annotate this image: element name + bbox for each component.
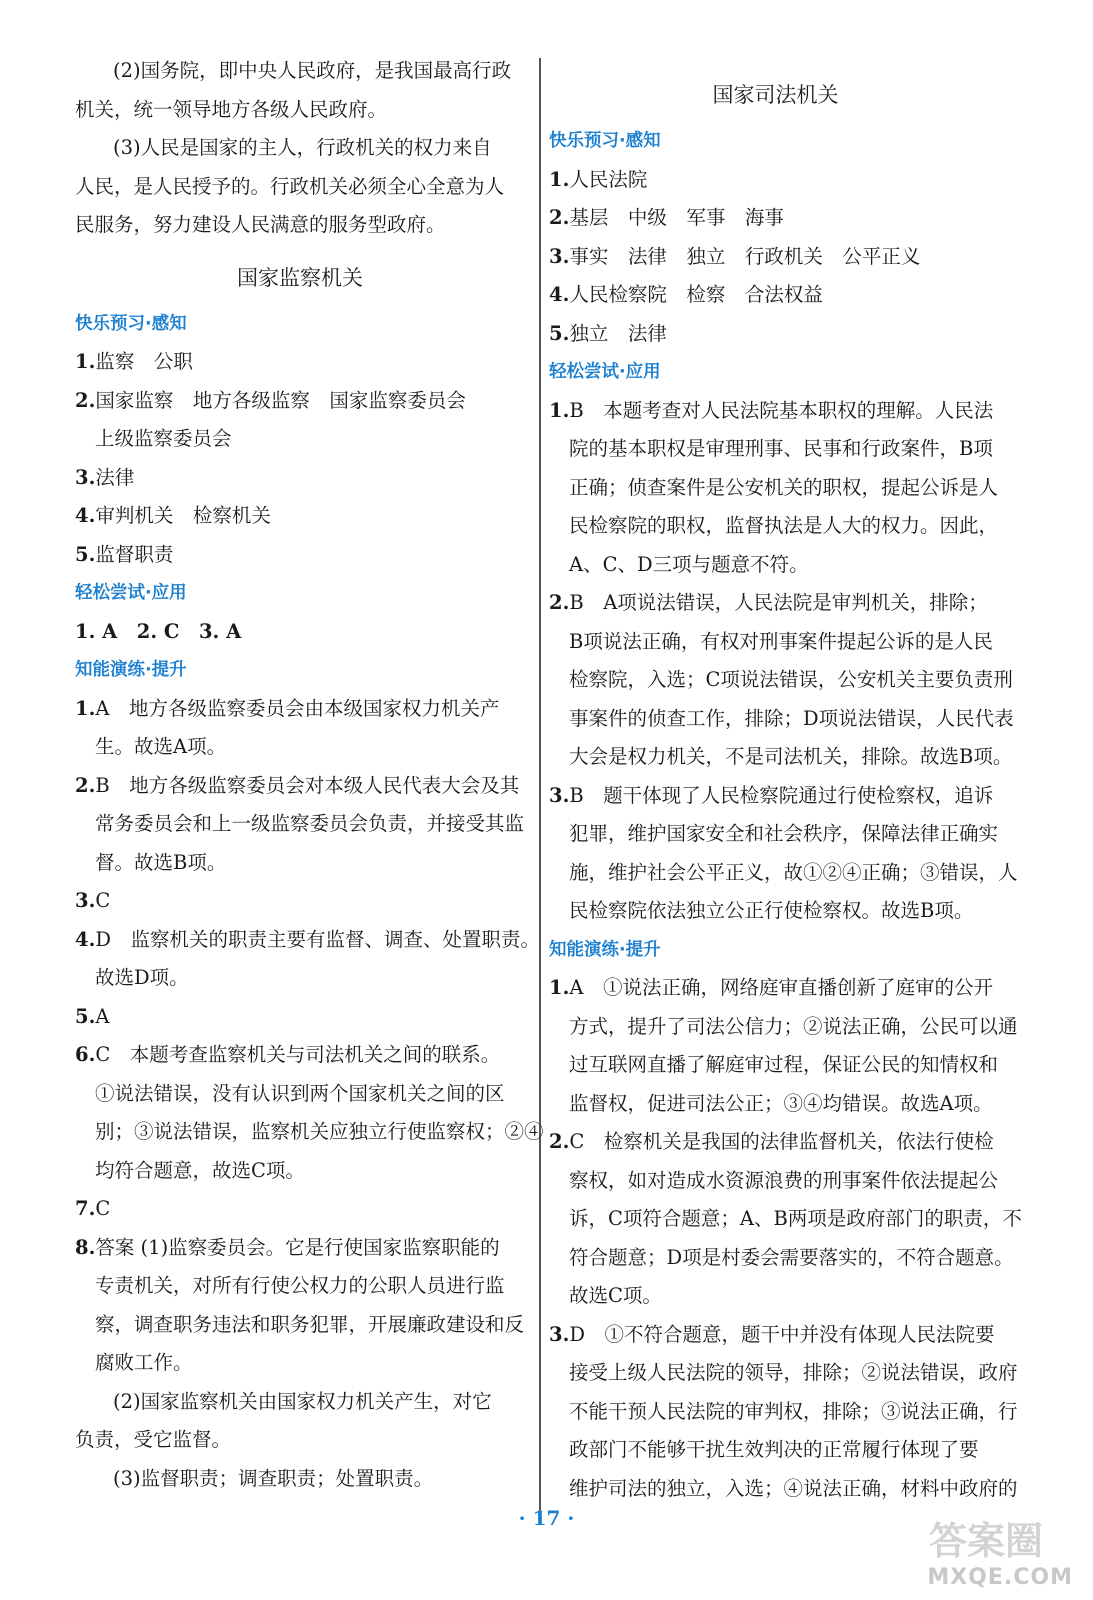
item-text: A (95, 1004, 110, 1028)
item-number: 1. (549, 976, 570, 999)
list-item-continuation (549, 1046, 1002, 1085)
list-item-continuation (75, 1113, 544, 1152)
list-item-continuation (549, 1431, 1002, 1470)
item-number: 5. (549, 321, 570, 345)
list-item (549, 315, 1002, 354)
list-item (549, 392, 1002, 431)
item-text: C (95, 889, 111, 912)
item-number: 5. (75, 1004, 96, 1028)
item-text: A ①说法正确，网络庭审直播创新了庭审的公开 (569, 976, 993, 999)
list-item-continuation (549, 1200, 1022, 1239)
list-item (75, 882, 525, 921)
list-item (549, 238, 1002, 277)
right-practice-list (549, 969, 1022, 1508)
item-number: 2. (549, 591, 570, 614)
list-item (75, 497, 525, 536)
item-text: 检察院，入选；C项说法错误，公安机关主要负责刑 (569, 668, 1013, 691)
left-intro-block (75, 52, 525, 245)
section-practice-left: 知能演练·提升 (75, 660, 187, 680)
list-item-continuation (75, 1306, 525, 1345)
list-item (75, 767, 525, 806)
item-text: 民检察院的职权，监督执法是人大的权力。因此， (569, 514, 999, 537)
list-item (549, 199, 1002, 238)
item-text: A、C、D三项与题意不符。 (569, 552, 809, 576)
item-text: 察，调查职务违法和职务犯罪，开展廉政建设和反 (95, 1312, 525, 1336)
list-item (75, 1036, 525, 1075)
item-text: B A项说法错误，人民法院是审判机关，排除； (569, 591, 988, 614)
list-item (75, 998, 525, 1037)
list-item (75, 459, 525, 498)
watermark-text: MXQE.COM (927, 1565, 1073, 1590)
item-text: 察权，如对造成水资源浪费的刑事案件依法提起公 (569, 1168, 999, 1192)
item-text: 腐败工作。 (95, 1351, 193, 1374)
section-preview-left: 快乐预习·感知 (75, 313, 187, 334)
item-text: 答案 (1)监察委员会。它是行使国家监察职能的 (95, 1235, 500, 1259)
section-practice-right: 知能演练·提升 (549, 939, 661, 960)
item-text: 人民检察院 检察 合法权益 (569, 283, 823, 306)
right-try-list (549, 392, 1018, 931)
item-text: B 地方各级监察委员会对本级人民代表大会及其 (95, 773, 520, 797)
item-text: 监督权，促进司法公正；③④均错误。故选A项。 (569, 1091, 993, 1115)
item-text: ①说法错误，没有认识到两个国家机关之间的区 (95, 1081, 505, 1105)
left-try-answers: 1. A 2. C 3. A (75, 619, 242, 643)
item-text: 施，维护社会公平正义，故①②④正确；③错误，人 (569, 860, 1018, 884)
item-text: 独立 法律 (569, 321, 667, 345)
list-item-continuation (549, 623, 1002, 662)
item-text: 大会是权力机关，不是司法机关，排除。故选B项。 (569, 745, 1013, 768)
item-text: 人民法院 (569, 167, 648, 191)
item-text: A 地方各级监察委员会由本级国家权力机关产 (95, 696, 500, 720)
item-text: 基层 中级 军事 海事 (569, 206, 784, 229)
item-text: D ①不符合题意，题干中并没有体现人民法院要 (569, 1322, 995, 1346)
list-item-continuation (75, 844, 525, 883)
item-text: 均符合题意，故选C项。 (95, 1158, 305, 1182)
item-text: 法律 (95, 465, 135, 489)
item-text: 国家监察 地方各级监察 国家监察委员会 (95, 388, 466, 412)
item-number: 3. (75, 465, 96, 489)
item-text: D 监察机关的职责主要有监督、调查、处置职责。 (95, 927, 540, 951)
item-text: 方式，提升了司法公信力；②说法正确，公民可以通 (569, 1014, 1018, 1038)
list-item (549, 161, 1002, 200)
item-number: 3. (549, 1322, 570, 1346)
item-text: C 本题考查监察机关与司法机关之间的联系。 (95, 1043, 501, 1066)
item-number: 2. (75, 388, 96, 412)
list-item-continuation (75, 805, 525, 844)
item-text: 专责机关，对所有行使公权力的公职人员进行监 (95, 1274, 505, 1297)
list-item-continuation (75, 1152, 525, 1191)
list-item (549, 276, 1002, 315)
text-line: (3)人民是国家的主人，行政机关的权力来自 (113, 136, 492, 159)
list-item (75, 921, 540, 960)
list-item-continuation (549, 1085, 1002, 1124)
text-line: (2)国务院，即中央人民政府，是我国最高行政 (113, 59, 512, 82)
list-item-continuation (75, 1075, 525, 1114)
list-item-continuation (75, 420, 525, 459)
item-number: 2. (549, 206, 570, 229)
text-line: 民服务，努力建设人民满意的服务型政府。 (75, 213, 446, 236)
item-number: 8. (75, 1235, 96, 1259)
item-text: 生。故选A项。 (95, 735, 227, 758)
list-item (75, 690, 525, 729)
list-item-continuation (75, 1267, 525, 1306)
list-item-continuation (75, 959, 525, 998)
title-supervision: 国家监察机关 (237, 265, 363, 290)
item-text: 监督职责 (95, 542, 174, 566)
list-item-continuation (75, 1344, 525, 1383)
list-item-continuation (549, 892, 1002, 931)
right-preview-list (549, 161, 1002, 354)
item-text: 故选C项。 (569, 1284, 662, 1307)
left-preview-list (75, 343, 525, 574)
list-item-continuation (549, 430, 1002, 469)
item-text: 故选D项。 (95, 966, 189, 989)
list-item (549, 1316, 1002, 1355)
item-text: 不能干预人民法院的审判权，排除；③说法正确，行 (569, 1399, 1018, 1423)
list-item-continuation (549, 1470, 1018, 1509)
list-item-continuation (549, 1354, 1018, 1393)
text-line: 负责，受它监督。 (75, 1428, 232, 1451)
item-number: 2. (75, 773, 96, 797)
list-item-continuation (549, 1239, 1014, 1278)
item-text: 政部门不能够干扰生效判决的正常履行体现了要 (569, 1438, 979, 1461)
item-text: 犯罪，维护国家安全和社会秩序，保障法律正确实 (569, 822, 999, 845)
item-number: 3. (549, 783, 570, 807)
item-text: 事案件的侦查工作，排除；D项说法错误，人民代表 (569, 706, 1014, 730)
item-text: 符合题意；D项是村委会需要落实的，不符合题意。 (569, 1245, 1014, 1269)
item-text: 接受上级人民法院的领导，排除；②说法错误，政府 (569, 1361, 1018, 1384)
item-number: 1. (549, 167, 570, 191)
page-number: · 17 · (518, 1506, 575, 1530)
list-item-continuation (75, 728, 525, 767)
list-item (75, 536, 525, 575)
list-item-continuation (549, 469, 1002, 508)
section-preview-right: 快乐预习·感知 (549, 131, 661, 151)
item-number: 7. (75, 1197, 96, 1220)
right-column (549, 52, 1022, 1508)
item-text: 院的基本职权是审理刑事、民事和行政案件，B项 (569, 437, 993, 460)
item-text: 事实 法律 独立 行政机关 公平正义 (569, 244, 921, 268)
list-item-continuation (549, 507, 1002, 546)
list-item (75, 382, 525, 421)
list-item (75, 1229, 525, 1268)
item-text: 上级监察委员会 (95, 427, 232, 450)
list-item (549, 1123, 1002, 1162)
item-number: 1. (75, 696, 96, 720)
item-number: 3. (549, 244, 570, 268)
item-text: 别；③说法错误，监察机关应独立行使监察权；②④ (95, 1120, 544, 1143)
item-number: 4. (75, 504, 96, 527)
list-item-continuation (549, 661, 1013, 700)
title-judicial: 国家司法机关 (712, 83, 839, 107)
list-item-continuation (549, 738, 1013, 777)
list-item (549, 584, 1002, 623)
left-practice-list (75, 690, 544, 1383)
section-try-right: 轻松尝试·应用 (549, 362, 661, 382)
section-try-left: 轻松尝试·应用 (75, 583, 187, 603)
item-text: 常务委员会和上一级监察委员会负责，并接受其监 (95, 812, 525, 835)
item-number: 1. (75, 350, 96, 373)
item-text: B 本题考查对人民法院基本职权的理解。人民法 (569, 398, 994, 422)
list-item (549, 969, 1002, 1008)
text-line: (3)监督职责；调查职责；处置职责。 (113, 1466, 434, 1490)
item-number: 4. (549, 283, 570, 306)
item-text: 维护司法的独立，入选；④说法正确，材料中政府的 (569, 1476, 1018, 1500)
list-item-continuation (549, 1162, 1002, 1201)
left-practice-tail (75, 1383, 525, 1499)
item-text: 诉，C项符合题意；A、B两项是政府部门的职责，不 (569, 1207, 1022, 1230)
watermark-logo (883, 1510, 1073, 1590)
text-line: 机关，统一领导地方各级人民政府。 (75, 97, 388, 121)
list-item (75, 343, 525, 382)
column-divider (539, 58, 541, 1520)
item-text: B项说法正确，有权对刑事案件提起公诉的是人民 (569, 629, 993, 653)
list-item-continuation (549, 700, 1014, 739)
list-item-continuation (549, 1277, 1002, 1316)
item-number: 4. (75, 927, 96, 951)
item-text: 民检察院依法独立公正行使检察权。故选B项。 (569, 899, 974, 922)
text-line: 人民，是人民授予的。行政机关必须全心全意为人 (75, 174, 505, 198)
item-text: 监察 公职 (95, 350, 193, 373)
list-item (549, 777, 1002, 816)
item-number: 6. (75, 1043, 96, 1066)
item-text: 督。故选B项。 (95, 850, 227, 874)
list-item-continuation (549, 815, 1002, 854)
list-item-continuation (549, 1393, 1018, 1432)
item-text: 正确；侦查案件是公安机关的职权，提起公诉是人 (569, 475, 999, 499)
list-item-continuation (549, 854, 1018, 893)
item-number: 1. (549, 398, 570, 422)
item-text: 过互联网直播了解庭审过程，保证公民的知情权和 (569, 1053, 999, 1076)
left-column (75, 52, 544, 1498)
item-text: C (95, 1197, 111, 1220)
item-text: C 检察机关是我国的法律监督机关，依法行使检 (569, 1130, 994, 1153)
item-number: 3. (75, 889, 96, 912)
list-item-continuation (549, 546, 1002, 585)
list-item-continuation (549, 1008, 1018, 1047)
watermark-mark: 答案圈 (928, 1519, 1043, 1563)
list-item (75, 1190, 525, 1229)
item-number: 5. (75, 542, 96, 566)
item-text: 审判机关 检察机关 (95, 504, 271, 527)
item-text: B 题干体现了人民检察院通过行使检察权，追诉 (569, 783, 994, 807)
text-line: (2)国家监察机关由国家权力机关产生，对它 (113, 1389, 492, 1413)
item-number: 2. (549, 1130, 570, 1153)
